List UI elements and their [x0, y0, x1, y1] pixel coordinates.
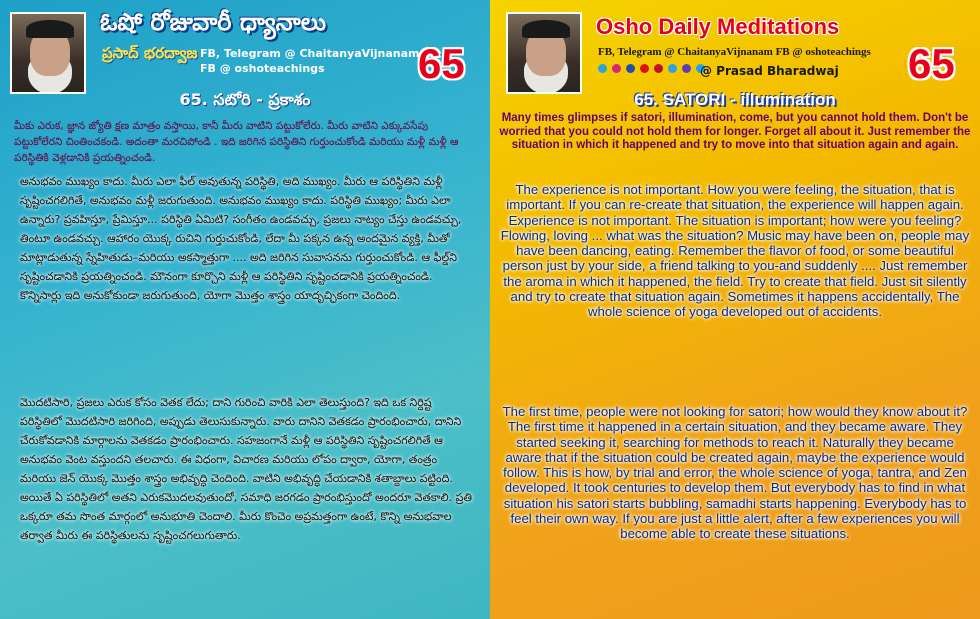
youtube-icon[interactable]: [640, 64, 649, 73]
telegram-icon-2[interactable]: [668, 64, 677, 73]
pinterest-icon[interactable]: [654, 64, 663, 73]
day-number-right: 65: [908, 40, 955, 87]
telugu-author: ప్రసాద్ భరద్వాజ: [102, 44, 198, 62]
telugu-intro: మీకు ఎరుక, జ్ఞాన జ్యోతి క్షణ మాత్రం వస్తాయి, కానీ మీరు వాటిని పట్టుకోలేరు. మీరు వాటిని ఎక్కువసేపు పట్టుకోలేరని చింతించకండి. అదంతా మరచిపోండి . ఇది జరిగిన పరిస్థితిని గుర్తుంచుకోండి మరియు మళ్లీ మళ్లీ ఆ పరిస్థితికి వెళ్లడానికి ప్రయత్నించండి.: [14, 120, 459, 164]
facebook-icon[interactable]: [626, 64, 635, 73]
telugu-title: ఓషో రోజువారీ ధ్యానాలు: [100, 8, 327, 36]
english-title: Osho Daily Meditations: [596, 14, 840, 39]
english-heading: 65. SATORI - illumination: [634, 90, 836, 109]
instagram-icon[interactable]: [612, 64, 621, 73]
english-author: @ Prasad Bharadwaj: [700, 64, 839, 78]
english-panel: [490, 0, 980, 619]
osho-portrait: [10, 12, 86, 94]
english-paragraph-2: The first time, people were not looking for satori; how would they know about it? The first time it happened in a certain situation, and they became aware. They started seeking it, searching for methods to reach it. Naturally they became aware that if the situation could be created again, maybe the experience would follow. This is how, by trial and error, the whole science of yoga, tantra, and Zen developed. It took centuries to develop them. But everybody has to find in what situation his satori starts bubbling, samadhi starts happening. Everybody has to feel their own way. If you are just a little alert, after a few experiences you will become able to create these situations.: [502, 404, 968, 542]
day-number-left: 65: [418, 40, 465, 87]
telugu-social-handles: [200, 46, 420, 76]
globe-icon[interactable]: [682, 64, 691, 73]
telugu-paragraph-2: మొదటిసారి, ప్రజలు ఎరుక కోసం వెతక లేదు; దాని గురించి వారికి ఎలా తెలుస్తుంది? ఇది ఒక నిర్దిష్ట పరిస్థితిలో మొదటిసారి జరిగింది, అప్పుడు తెలుసుకున్నారు. వారు దానిని వెతకడం ప్రారంభించారు, దానిని చేరుకోవడానికి మార్గాలను వెతకడం ప్రారంభించారు. సహజంగానే మళ్లీ ఆ పరిస్థితిని సృష్టించగలిగితే ఆ అనుభవం వెంట వస్తుందని తలచారు. ఈ విధంగా, విచారణ మరియు లోపం ద్వారా, యోగా, తంత్రం మరియు జెన్ యొక్క మొత్తం శాస్త్రం అభివృద్ధి చెందింది. వాటిని అభివృద్ధి చేయడానికి శతాబ్దాలు పట్టింది. అయితే ఏ పరిస్థితిలో అతని ఎరుకమొదలవుతుందో, సమాధి జరగడం ప్రారంభిస్తుందో అందరూ వెతకాలి. ప్రతి ఒక్కరూ తమ సొంత మార్గంలో అనుభూతి చెందాలి. మీరు కొంచెం అప్రమత్తంగా ఉంటే, కొన్ని అనుభవాల తర్వాత మీరు ఈ పరిస్థితులను సృష్టించగలుగుతారు.: [20, 396, 472, 542]
telugu-heading: 65. సటోరి - ప్రకాశం: [179, 90, 311, 109]
english-paragraph-1: The experience is not important. How you were feeling, the situation, that is important. If you can re-create that situation, the experience will happen again. Experience is not important. The situation is important; how were you feeling? Flowing, loving ... what was the situation? Music may have been on, people may have been dancing, eating. Remember the flavor of food, or some beautiful person just by your side, a friend talking to you-and suddenly .... Just remember the aroma in which it happened, the field. Try to create that field. Just sit silently and try to create that situation again. Sometimes it happens accidentally, The whole science of yoga developed out of accidents.: [500, 182, 970, 320]
telegram-icon[interactable]: [598, 64, 607, 73]
english-intro: Many times glimpses if satori, illumination, come, but you cannot hold them. Don't be worried that you could not hold them for longer. Forget all about it. Just remember the situation in which it happened and try to move into that situation again and again.: [499, 112, 971, 151]
social-line-2: FB @ oshoteachings: [200, 62, 325, 75]
english-social-handles: FB, Telegram @ ChaitanyaVijnanam FB @ oshoteachings: [598, 46, 871, 58]
social-icons-row: [598, 64, 705, 73]
telugu-paragraph-1: అనుభవం ముఖ్యం కాదు. మీరు ఎలా ఫీల్ అవుతున్న పరిస్థితి, అది ముఖ్యం. మీరు ఆ పరిస్థితిని మళ్లీ సృష్టించగలిగితే, అనుభవం మళ్లీ జరుగుతుంది. అనుభవం ముఖ్యం కాదు. పరిస్థితి ముఖ్యం; మీరు ఎలా ఉన్నారు? ప్రవహిస్తూ, ప్రేమిస్తూ... పరిస్థితి ఏమిటి? సంగీతం ఉండవచ్చు, ప్రజలు నాట్యం చేస్తు ఉండవచ్చు, తింటూ ఉండవచ్చు. ఆహారం యొక్క రుచిని గుర్తుచుకోండి, లేదా మీ పక్కన ఉన్న అందమైన వ్యక్తి, మీతో మాట్లాడుతున్న స్నేహితుడు–మరియు అకస్మాత్తుగా .... అది జరిగిన సువాసనను గుర్తుంచుకోండి. ఆ ఫీల్డ్‌ని సృష్టించడానికి ప్రయత్నించండి. మౌనంగా కూర్చొని మళ్లీ ఆ పరిస్థితిని సృష్టించడానికి ప్రయత్నించండి. కొన్నిసార్లు ఇది అనుకోకుండా జరుగుతుంది, యోగా మొత్తం శాస్త్రం యాదృచ్ఛికంగా చెందింది.: [20, 175, 462, 302]
social-line-1: FB, Telegram @ ChaitanyaVijnanam: [200, 47, 420, 60]
osho-portrait-right: [506, 12, 582, 94]
